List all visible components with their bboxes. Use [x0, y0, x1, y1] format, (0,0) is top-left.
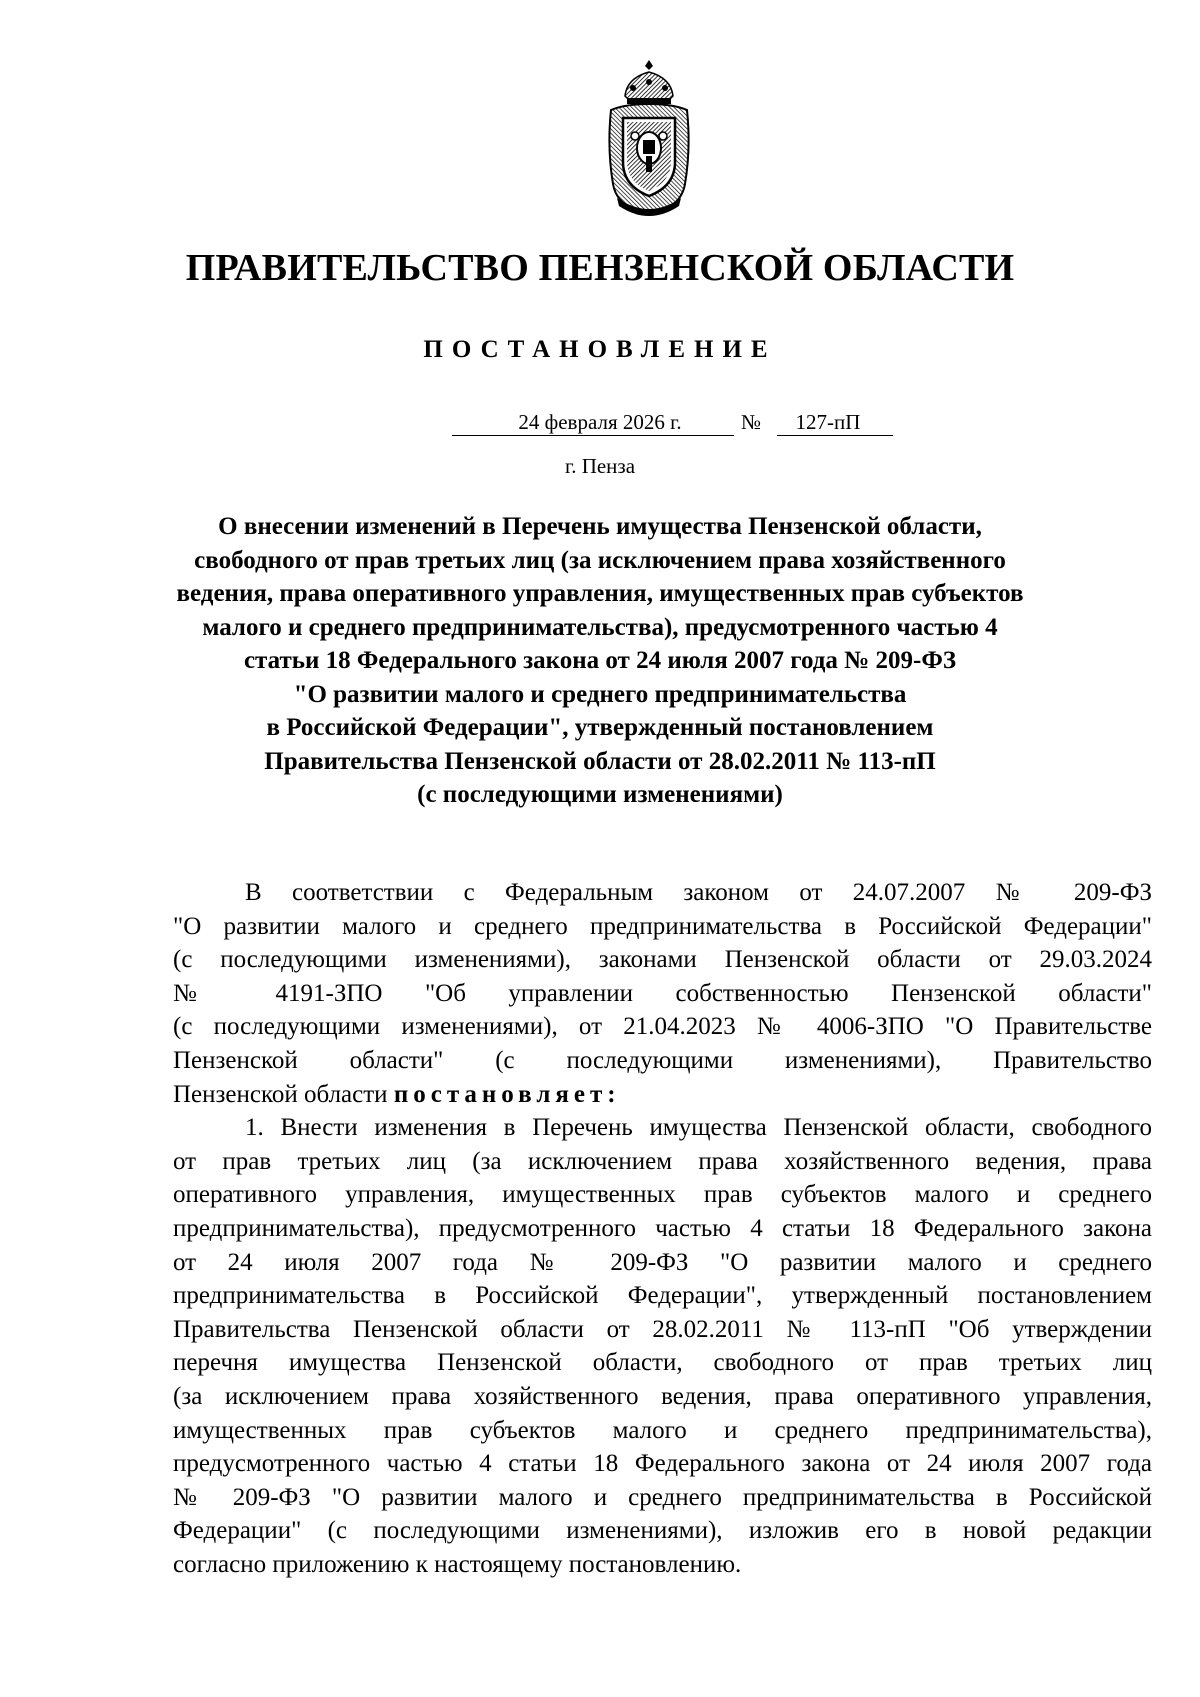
- item-1-line: предусмотренного частью 4 статьи 18 Федерального закона от 24 июля 2007 года: [173, 1450, 1152, 1478]
- heading-line: "О развитии малого и среднего предпринимательства: [293, 680, 907, 708]
- document-heading: [100, 510, 1100, 812]
- body-line: "О развитии малого и среднего предпринимательства в Российской Федерации": [173, 912, 1152, 940]
- heading-line: малого и среднего предпринимательства), предусмотренного частью 4: [202, 613, 998, 641]
- item-1-line: имущественных прав субъектов малого и среднего предпринимательства),: [173, 1416, 1152, 1444]
- body-line: (с последующими изменениями), законами Пензенской области от 29.03.2024: [173, 946, 1152, 974]
- body-line-decree: [173, 1078, 1152, 1112]
- decrees-word: постановляет:: [393, 1080, 621, 1108]
- item-1-line: от прав третьих лиц (за исключением права хозяйственного ведения, права: [173, 1147, 1152, 1175]
- item-1-line: Федерации" (с последующими изменениями), изложив его в новой редакции: [173, 1517, 1152, 1545]
- item-1-line: оперативного управления, имущественных прав субъектов малого и среднего: [173, 1181, 1152, 1209]
- heading-line: в Российской Федерации", утвержденный постановлением: [266, 714, 934, 741]
- document-type: ПОСТАНОВЛЕНИЕ: [423, 336, 777, 363]
- document-date: 24 февраля 2026 г.: [452, 409, 734, 436]
- document-body: [173, 876, 1152, 1581]
- item-1-line: перечня имущества Пензенской области, свободного от прав третьих лиц: [173, 1349, 1152, 1377]
- government-title: ПРАВИТЕЛЬСТВО ПЕНЗЕНСКОЙ ОБЛАСТИ: [185, 247, 1015, 289]
- document-number: 127-пП: [777, 409, 893, 436]
- number-sign: №: [741, 410, 762, 434]
- item-1-line: № 209-ФЗ "О развитии малого и среднего предпринимательства в Российской: [173, 1483, 1152, 1511]
- heading-line: Правительства Пензенской области от 28.02.2011 № 113-пП: [264, 747, 936, 775]
- body-line: (с последующими изменениями), от 21.04.2023 № 4006-ЗПО "О Правительстве: [173, 1013, 1152, 1041]
- heading-line: свободного от прав третьих лиц (за исключением права хозяйственного: [194, 546, 1006, 574]
- item-1-line: согласно приложению к настоящему постановлению.: [173, 1550, 742, 1578]
- city: г. Пенза: [564, 454, 636, 478]
- heading-line: О внесении изменений в Перечень имущества Пензенской области,: [218, 513, 982, 540]
- body-line: В соответствии с Федеральным законом от 24.07.2007 № 209-ФЗ: [245, 879, 1152, 906]
- body-line: № 4191-ЗПО "Об управлении собственностью Пензенской области": [173, 979, 1152, 1007]
- item-1-line: (за исключением права хозяйственного ведения, права оперативного управления,: [173, 1382, 1152, 1410]
- item-1-line: предпринимательства в Российской Федерации", утвержденный постановлением: [173, 1282, 1152, 1310]
- item-1-line: 1. Внести изменения в Перечень имущества Пензенской области, свободного: [245, 1114, 1152, 1142]
- heading-line: статьи 18 Федерального закона от 24 июля 2007 года № 209-ФЗ: [243, 647, 957, 674]
- heading-line: ведения, права оперативного управления, имущественных прав субъектов: [176, 580, 1024, 607]
- item-1-line: Правительства Пензенской области от 28.02.2011 № 113-пП "Об утверждении: [173, 1315, 1152, 1343]
- item-1-line: предпринимательства), предусмотренного частью 4 статьи 18 Федерального закона: [173, 1214, 1152, 1242]
- preamble-last-prefix: Пензенской области: [173, 1080, 394, 1108]
- heading-line: (с последующими изменениями): [417, 781, 783, 808]
- body-line: Пензенской области" (с последующими изменениями), Правительство: [173, 1046, 1152, 1074]
- item-1-line: от 24 июля 2007 года № 209-ФЗ "О развитии малого и среднего: [173, 1248, 1152, 1276]
- coat-of-arms-emblem: [603, 58, 695, 216]
